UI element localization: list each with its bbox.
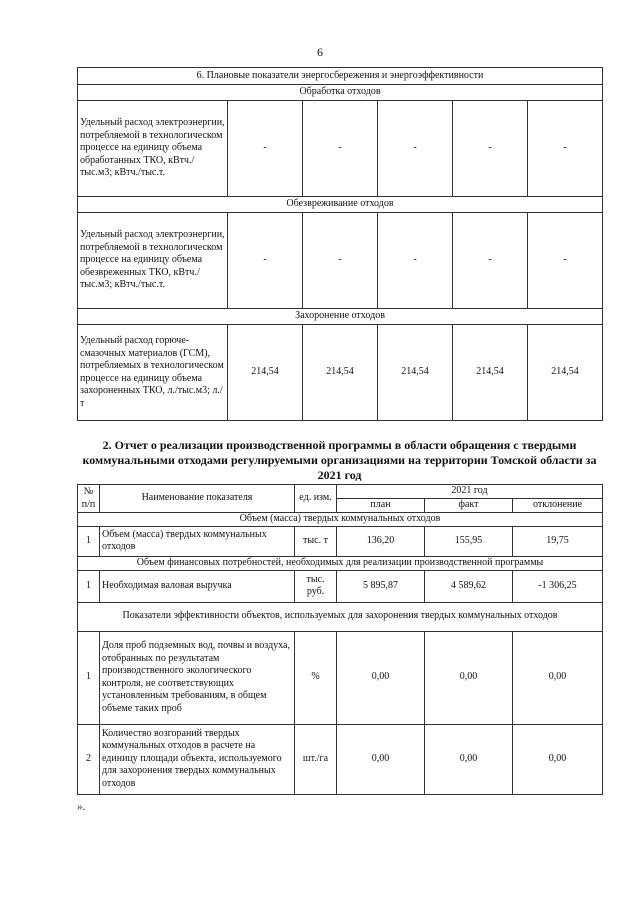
section-title: Захоронение отходов [78,309,603,325]
value-cell: 214,54 [303,325,378,421]
value-cell: - [528,101,603,197]
header-year: 2021 год [337,485,603,499]
value-cell: - [303,101,378,197]
row-num: 2 [78,724,100,794]
value-cell: 214,54 [228,325,303,421]
row-num: 1 [78,631,100,724]
row-name: Количество возгораний твердых коммунальных отходов в расчете на единицу площади объекта, используемого для захоронения твердых коммунальных отходов [100,724,295,794]
row-plan: 136,20 [337,526,425,556]
row-deviation: 19,75 [513,526,603,556]
row-unit: тыс. руб. [295,570,337,602]
header-name: Наименование показателя [100,485,295,513]
row-fact: 0,00 [425,631,513,724]
header-deviation: отклонение [513,499,603,513]
closing-quote: ». [77,801,86,813]
row-fact: 0,00 [425,724,513,794]
row-num: 1 [78,570,100,602]
row-num: 1 [78,526,100,556]
row-plan: 0,00 [337,724,425,794]
row-unit: % [295,631,337,724]
indicator-cell: Удельный расход горюче-смазочных материалов (ГСМ), потребляемых в технологическом процессе на единицу объема захороненных ТКО, л./тыс.м3; л./т [78,325,228,421]
value-cell: - [228,101,303,197]
group-title: Объем финансовых потребностей, необходимых для реализации производственной программы [78,556,603,570]
row-deviation: 0,00 [513,631,603,724]
indicator-cell: Удельный расход электроэнергии, потребляемой в технологическом процессе на единицу объема обработанных ТКО, кВтч./тыс.м3; кВтч./тыс.т. [78,101,228,197]
section-title: Обработка отходов [78,85,603,101]
page-number: 6 [317,45,323,59]
value-cell: 214,54 [453,325,528,421]
value-cell: - [528,213,603,309]
value-cell: 214,54 [378,325,453,421]
value-cell: - [453,101,528,197]
program-report-table [77,484,603,795]
row-unit: тыс. т [295,526,337,556]
value-cell: - [453,213,528,309]
header-fact: факт [425,499,513,513]
row-unit: шт./га [295,724,337,794]
row-fact: 4 589,62 [425,570,513,602]
indicator-cell: Удельный расход электроэнергии, потребляемой в технологическом процессе на единицу объема обезвреженных ТКО, кВтч./тыс.м3; кВтч./тыс.т. [78,213,228,309]
row-plan: 5 895,87 [337,570,425,602]
row-name: Объем (масса) твердых коммунальных отходов [100,526,295,556]
value-cell: 214,54 [528,325,603,421]
row-deviation: 0,00 [513,724,603,794]
value-cell: - [378,213,453,309]
value-cell: - [228,213,303,309]
row-name: Необходимая валовая выручка [100,570,295,602]
table1-header: 6. Плановые показатели энергосбережения и энергоэффективности [78,68,603,85]
row-name: Доля проб подземных вод, почвы и воздуха, отобранных по результатам производственного экологического контроля, не соответствующих установленным требованиям, в общем объеме таких проб [100,631,295,724]
energy-efficiency-table [77,67,603,421]
row-fact: 155,95 [425,526,513,556]
group-title: Показатели эффективности объектов, используемых для захоронения твердых коммунальных отходов [78,602,603,631]
value-cell: - [378,101,453,197]
value-cell: - [303,213,378,309]
section2-title: 2. Отчет о реализации производственной программы в области обращения с твердыми коммунальными отходами регулируемыми организациями на территории Томской области за 2021 год [82,438,597,482]
row-plan: 0,00 [337,631,425,724]
group-title: Объем (масса) твердых коммунальных отходов [78,513,603,527]
row-deviation: -1 306,25 [513,570,603,602]
header-num: № п/п [78,485,100,513]
header-unit: ед. изм. [295,485,337,513]
section-title: Обезвреживание отходов [78,197,603,213]
header-plan: план [337,499,425,513]
